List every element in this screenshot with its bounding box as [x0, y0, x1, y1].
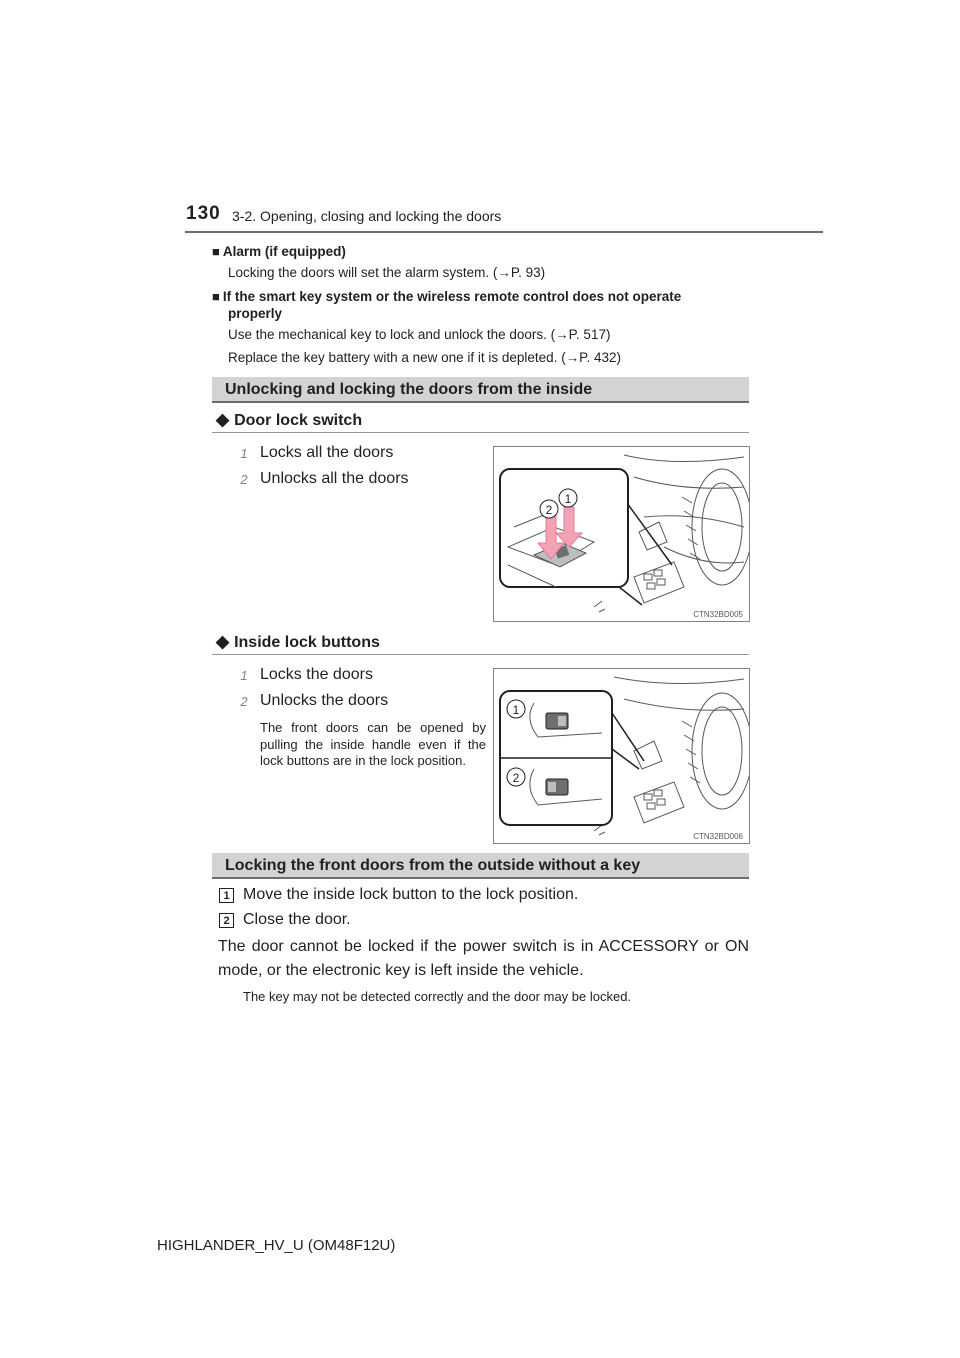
- svg-text:1: 1: [564, 492, 572, 506]
- figure-code: CTN32BD006: [693, 832, 743, 841]
- page-number: 130: [186, 203, 221, 224]
- note-smart-key-title-line2: properly: [228, 306, 283, 321]
- step-number-1: 1: [219, 888, 234, 903]
- subheading-inside-lock-buttons-text: Inside lock buttons: [234, 634, 380, 651]
- square-bullet-icon: ■: [212, 289, 220, 304]
- diamond-bullet-icon: ◆: [216, 632, 230, 651]
- item-locks-doors: Locks the doors: [260, 666, 373, 683]
- callout-number-1: 1: [240, 446, 248, 461]
- subheading-divider: [212, 432, 749, 433]
- section-heading-outside: [212, 853, 749, 879]
- note-smart-key-title: [212, 289, 681, 304]
- svg-text:2: 2: [545, 503, 553, 517]
- figure-door-lock-switch: [493, 446, 750, 622]
- svg-text:2: 2: [512, 771, 520, 785]
- step-number-2: 2: [219, 913, 234, 928]
- chapter-title: 3-2. Opening, closing and locking the doors: [232, 208, 502, 224]
- power-switch-paragraph: The door cannot be locked if the power switch is in ACCESSORY or ON mode, or the electronic key is left inside the vehicle.: [218, 938, 749, 979]
- note-alarm-text: Locking the doors will set the alarm system. (→P. 93): [228, 265, 546, 280]
- footer-model: HIGHLANDER_HV_U (OM48F12U): [157, 1237, 396, 1254]
- section-heading-outside-text: Locking the front doors from the outside without a key: [225, 857, 641, 874]
- svg-text:1: 1: [512, 703, 520, 717]
- subheading-divider: [212, 654, 749, 655]
- diamond-bullet-icon: ◆: [216, 410, 230, 429]
- header-divider: [185, 231, 823, 233]
- step-2-text: Close the door.: [243, 911, 351, 928]
- section-heading-inside-text: Unlocking and locking the doors from the inside: [225, 381, 593, 398]
- note-alarm-title: [212, 244, 346, 259]
- note-smart-key-title-line1: If the smart key system or the wireless remote control does not operate: [222, 289, 682, 304]
- subheading-door-lock-switch-text: Door lock switch: [234, 412, 363, 429]
- section-heading-inside: [212, 377, 749, 403]
- inside-lock-buttons-illustration: [494, 669, 749, 843]
- item-locks-all-doors: Locks all the doors: [260, 444, 394, 461]
- step-1-text: Move the inside lock button to the lock position.: [243, 886, 579, 903]
- callout-number-1: 1: [240, 668, 248, 683]
- callout-number-2: 2: [240, 472, 248, 487]
- figure-inside-lock-buttons: [493, 668, 750, 844]
- note-alarm-title-text: Alarm (if equipped): [222, 244, 346, 259]
- item-unlocks-doors: Unlocks the doors: [260, 692, 389, 709]
- key-detection-note: The key may not be detected correctly and the door may be locked.: [243, 989, 632, 1004]
- subheading-inside-lock-buttons: [216, 632, 380, 652]
- item-unlocks-all-doors: Unlocks all the doors: [260, 470, 409, 487]
- square-bullet-icon: ■: [212, 244, 220, 259]
- door-lock-switch-illustration: [494, 447, 749, 621]
- figure-code: CTN32BD005: [693, 610, 743, 619]
- note-smart-key-text-2: Replace the key battery with a new one if it is depleted. (→P. 432): [228, 350, 621, 365]
- inside-handle-note: The front doors can be opened by pulling the inside handle even if the lock buttons are in the lock position.: [260, 720, 486, 768]
- subheading-door-lock-switch: [216, 410, 362, 430]
- note-smart-key-text-1: Use the mechanical key to lock and unlock the doors. (→P. 517): [228, 327, 611, 342]
- callout-number-2: 2: [240, 694, 248, 709]
